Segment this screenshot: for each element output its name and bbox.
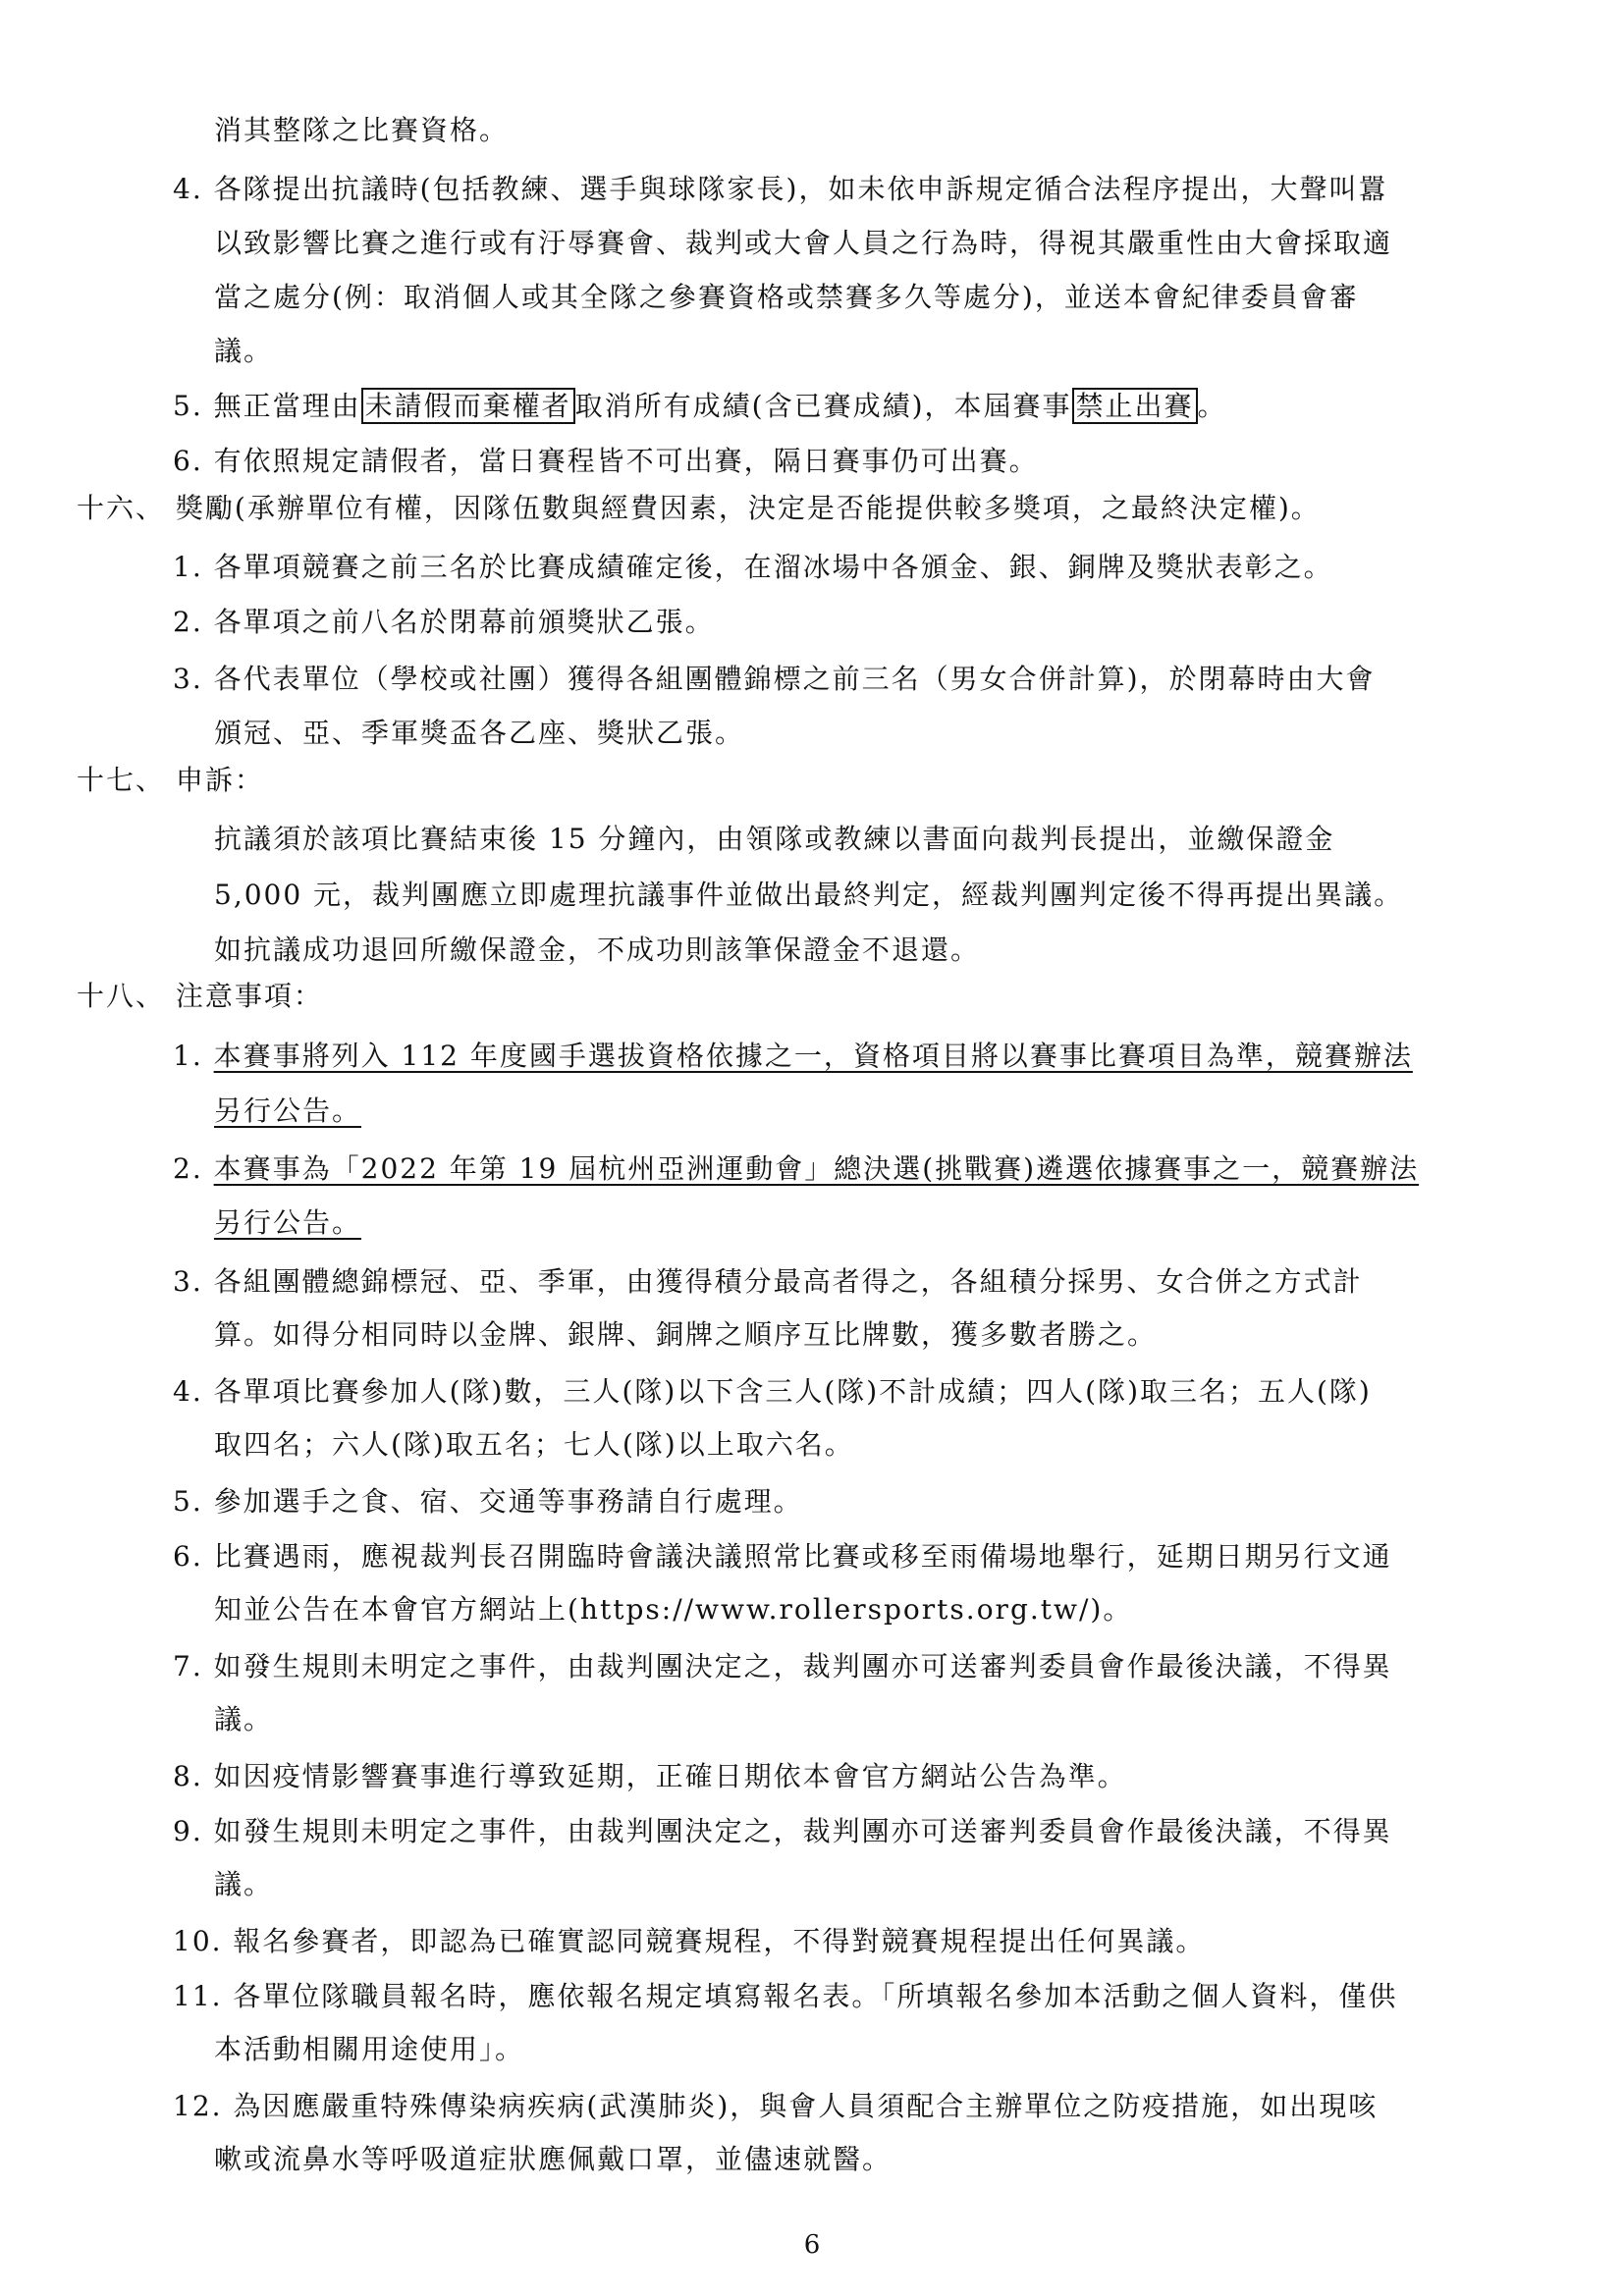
sec17-heading: 十七、 申訴： (77, 764, 264, 796)
sec18-item10: 10. 報名參賽者，即認為已確實認同競賽規程，不得對競賽規程提出任何異議。 (173, 1925, 1206, 1957)
sec16-heading: 十六、 獎勵(承辦單位有權，因隊伍數與經費因素，決定是否能提供較多獎項，之最終決定權)。 (77, 492, 1321, 524)
sec16-item3-line2: 頒冠、亞、季軍獎盃各乙座、獎狀乙張。 (214, 717, 745, 749)
sec18-item6-line2: 知並公告在本會官方網站上(https://www.rollersports.org.tw/)。 (214, 1593, 1133, 1626)
sec18-item3-line1: 3. 各組團體總錦標冠、亞、季軍，由獲得積分最高者得之，各組積分採男、女合併之方式計 (173, 1265, 1363, 1298)
sec17-para-line3: 如抗議成功退回所繳保證金，不成功則該筆保證金不退還。 (214, 934, 981, 966)
sec15-item4-line4: 議。 (214, 335, 274, 367)
sec18-item11-line2: 本活動相關用途使用」。 (214, 2033, 525, 2065)
banned-boxed-text: 禁止出賽 (1072, 388, 1198, 424)
sec15-item4-line3: 當之處分(例：取消個人或其全隊之參賽資格或禁賽多久等處分)，並送本會紀律委員會審 (214, 281, 1359, 313)
sec18-item1-line2: 另行公告。 (214, 1095, 362, 1127)
sec18-item4-line2: 取四名；六人(隊)取五名；七人(隊)以上取六名。 (214, 1428, 854, 1461)
sec18-item7-line1: 7. 如發生規則未明定之事件，由裁判團決定之，裁判團亦可送審判委員會作最後決議，不得異 (173, 1650, 1392, 1682)
sec18-item3-line2: 算。如得分相同時以金牌、銀牌、銅牌之順序互比牌數，獲多數者勝之。 (214, 1318, 1158, 1351)
sec18-item9-line2: 議。 (214, 1868, 274, 1900)
sec18-item8: 8. 如因疫情影響賽事進行導致延期，正確日期依本會官方網站公告為準。 (173, 1760, 1127, 1792)
sec18-item2-line1 (173, 1149, 1419, 1189)
sec15-line-continuation: 消其整隊之比賽資格。 (214, 114, 510, 146)
sec18-item7-line2: 議。 (214, 1703, 274, 1735)
sec18-heading: 十八、 注意事項： (77, 980, 323, 1012)
forfeit-boxed-text: 未請假而棄權者 (361, 388, 575, 424)
sec15-item5-prefix: 5. 無正當理由 (173, 390, 361, 422)
sec18-item6-line1: 6. 比賽遇雨，應視裁判長召開臨時會議決議照常比賽或移至雨備場地舉行，延期日期另行文通 (173, 1540, 1392, 1573)
sec18-item1-number: 1. (173, 1040, 214, 1072)
sec18-item2-text: 本賽事為「2022 年第 19 屆杭州亞洲運動會」總決選(挑戰賽)遴選依據賽事之一，競賽辦法 (213, 1152, 1420, 1185)
sec15-item5-middle: 取消所有成績(含已賽成績)，本屆賽事 (574, 390, 1072, 422)
sec18-item2-line2: 另行公告。 (214, 1206, 362, 1239)
sec18-item2-number: 2. (173, 1152, 214, 1185)
sec15-item5-suffix: 。 (1197, 390, 1227, 422)
sec16-item2: 2. 各單項之前八名於閉幕前頒獎狀乙張。 (173, 606, 715, 638)
sec18-item12-line2: 嗽或流鼻水等呼吸道症狀應佩戴口罩，並儘速就醫。 (214, 2143, 893, 2175)
sec17-para-line2: 5,000 元，裁判團應立即處理抗議事件並做出最終判定，經裁判團判定後不得再提出異議。 (214, 879, 1404, 911)
sec18-item4-line1: 4. 各單項比賽參加人(隊)數，三人(隊)以下含三人(隊)不計成績；四人(隊)取三名；五人(隊) (173, 1375, 1372, 1408)
sec16-item1: 1. 各單項競賽之前三名於比賽成績確定後，在溜冰場中各頒金、銀、銅牌及獎狀表彰之。 (173, 551, 1333, 583)
sec18-item1-text: 本賽事將列入 112 年度國手選拔資格依據之一，資格項目將以賽事比賽項目為準，競賽辦法 (213, 1040, 1413, 1072)
sec18-item9-line1: 9. 如發生規則未明定之事件，由裁判團決定之，裁判團亦可送審判委員會作最後決議，不得異 (173, 1815, 1392, 1847)
sec18-item12-line1: 12. 為因應嚴重特殊傳染病疾病(武漢肺炎)，與會人員須配合主辦單位之防疫措施，如出現咳 (173, 2090, 1379, 2122)
page-number: 6 (803, 2230, 821, 2260)
sec15-item6: 6. 有依照規定請假者，當日賽程皆不可出賽，隔日賽事仍可出賽。 (173, 445, 1039, 477)
sec15-item5 (173, 387, 1227, 426)
sec15-item4-line2: 以致影響比賽之進行或有汙辱賽會、裁判或大會人員之行為時，得視其嚴重性由大會採取適 (214, 227, 1393, 259)
sec18-item11-line1: 11. 各單位隊職員報名時，應依報名規定填寫報名表。「所填報名參加本活動之個人資料，僅供 (173, 1980, 1398, 2012)
sec17-para-line1: 抗議須於該項比賽結束後 15 分鐘內，由領隊或教練以書面向裁判長提出，並繳保證金 (214, 823, 1335, 855)
sec18-item5: 5. 參加選手之食、宿、交通等事務請自行處理。 (173, 1485, 803, 1518)
sec16-item3-line1: 3. 各代表單位（學校或社團）獲得各組團體錦標之前三名（男女合併計算)，於閉幕時由大會 (173, 663, 1376, 695)
sec18-item1-line1 (173, 1037, 1413, 1076)
sec15-item4-line1: 4. 各隊提出抗議時(包括教練、選手與球隊家長)，如未依申訴規定循合法程序提出，大聲叫囂 (173, 173, 1388, 205)
